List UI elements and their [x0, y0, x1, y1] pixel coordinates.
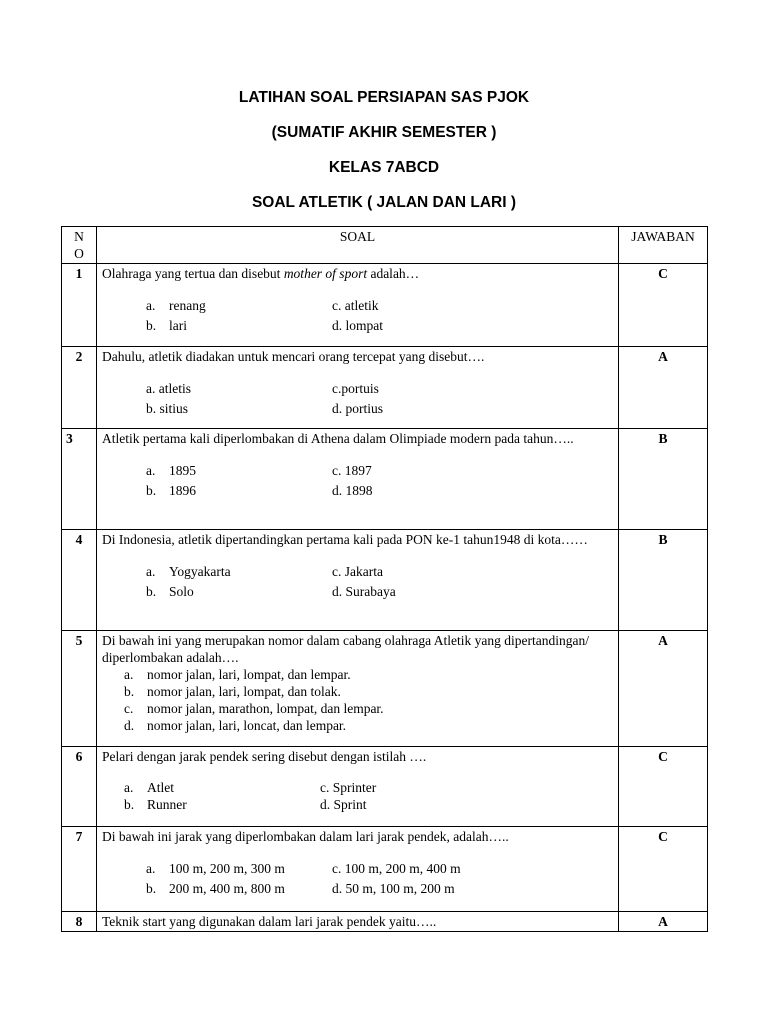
answer-options: a. Yogyakarta c. Jakarta b. Solo d. Surabaya	[146, 562, 613, 602]
table-row	[62, 631, 708, 747]
answer-key: B	[619, 429, 708, 530]
question-cell	[97, 530, 619, 631]
question-text: Pelari dengan jarak pendek sering disebut dengan istilah ….	[102, 749, 427, 764]
answer-options	[146, 379, 613, 419]
option-text: Solo	[169, 584, 194, 599]
answer-options: a. 1895 c. 1897 b. 1896 d. 1898	[146, 461, 613, 501]
table-header-row	[62, 227, 708, 264]
question-number: 8	[62, 912, 97, 932]
option-text: nomor jalan, marathon, lompat, dan lempar.	[147, 701, 384, 716]
answer-options: a. 100 m, 200 m, 300 m c. 100 m, 200 m, 400 m b. 200 m, 400 m, 800 m d. 50 m, 100 m, 200 m	[146, 859, 613, 899]
title-line-4: SOAL ATLETIK ( JALAN DAN LARI )	[251, 194, 517, 211]
option-text: nomor jalan, lari, lompat, dan tolak.	[147, 684, 341, 699]
option-text: nomor jalan, lari, loncat, dan lempar.	[147, 718, 347, 733]
question-cell	[97, 264, 619, 347]
option-text: nomor jalan, lari, lompat, dan lempar.	[147, 667, 351, 682]
table-row	[62, 912, 708, 932]
option-text: c. 100 m, 200 m, 400 m	[332, 861, 461, 876]
question-cell	[97, 827, 619, 912]
header-soal: SOAL	[97, 227, 619, 264]
answer-key: A	[619, 912, 708, 932]
table-row	[62, 747, 708, 827]
table-row	[62, 347, 708, 429]
option-text: c. Jakarta	[332, 564, 383, 579]
answer-key: A	[619, 347, 708, 429]
question-text: Olahraga yang tertua dan disebut mother of sport adalah…	[102, 266, 420, 281]
table-row	[62, 530, 708, 631]
question-number: 3	[62, 429, 97, 530]
question-cell	[97, 429, 619, 530]
option-text: lari	[169, 318, 187, 333]
question-text: Dahulu, atletik diadakan untuk mencari orang tercepat yang disebut….	[102, 349, 485, 364]
option-text: 1896	[169, 483, 196, 498]
answer-options: a. renang c. atletik b. lari d. lompat	[146, 296, 613, 336]
option-text: c. 1897	[332, 463, 372, 478]
option-text: Runner	[147, 797, 187, 812]
question-table	[61, 226, 708, 932]
answer-key: C	[619, 747, 708, 827]
header-jawaban: JAWABAN	[619, 227, 708, 264]
question-text: Di bawah ini jarak yang diperlombakan dalam lari jarak pendek, adalah…..	[102, 829, 509, 844]
option-text: d. Sprint	[320, 797, 367, 812]
option-text: d. portius	[332, 401, 384, 416]
question-text: Teknik start yang digunakan dalam lari jarak pendek yaitu…..	[102, 914, 437, 929]
option-text: Atlet	[147, 780, 174, 795]
question-number: 1	[62, 264, 97, 347]
option-text: 100 m, 200 m, 300 m	[169, 861, 285, 876]
question-cell	[97, 912, 619, 932]
question-text: Atletik pertama kali diperlombakan di Athena dalam Olimpiade modern pada tahun…..	[102, 431, 574, 446]
option-text: Yogyakarta	[169, 564, 231, 579]
answer-key: C	[619, 827, 708, 912]
option-text: 200 m, 400 m, 800 m	[169, 881, 285, 896]
question-number: 4	[62, 530, 97, 631]
option-text: d. Surabaya	[332, 584, 396, 599]
question-number: 2	[62, 347, 97, 429]
option-text: renang	[169, 298, 206, 313]
option-text: c. Sprinter	[320, 780, 377, 795]
table-row	[62, 827, 708, 912]
question-number: 5	[62, 631, 97, 747]
option-text: c.portuis	[332, 381, 379, 396]
question-number: 6	[62, 747, 97, 827]
option-text: d.	[332, 318, 343, 333]
answer-key: C	[619, 264, 708, 347]
question-cell	[97, 747, 619, 827]
option-text: d. 1898	[332, 483, 373, 498]
answer-options: a. nomor jalan, lari, lompat, dan lempar. b. nomor jalan, lari, lompat, dan tolak. c. nomor jalan, marathon, lompat, dan lempar. d. nomor jalan, lari, loncat, dan lempar.	[124, 667, 384, 733]
title-line-3: KELAS 7ABCD	[328, 159, 440, 176]
option-text: c.	[332, 298, 342, 313]
option-text: a. atletis	[146, 381, 191, 396]
question-text: Di bawah ini yang merupakan nomor dalam cabang olahraga Atletik yang dipertandingan/ diperlombakan adalah….	[102, 633, 589, 665]
table-row	[62, 264, 708, 347]
question-text: Di Indonesia, atletik dipertandingkan pertama kali pada PON ke-1 tahun1948 di kota……	[102, 532, 588, 547]
option-text: 1895	[169, 463, 196, 478]
answer-key: B	[619, 530, 708, 631]
header-no: N O	[62, 227, 97, 264]
title-line-1: LATIHAN SOAL PERSIAPAN SAS PJOK	[238, 89, 530, 106]
answer-key: A	[619, 631, 708, 747]
question-cell	[97, 347, 619, 429]
question-cell	[97, 631, 619, 747]
option-text: b. sitius	[146, 401, 189, 416]
option-text: d. 50 m, 100 m, 200 m	[332, 881, 455, 896]
title-line-2: (SUMATIF AKHIR SEMESTER )	[271, 124, 497, 141]
table-row	[62, 429, 708, 530]
question-number: 7	[62, 827, 97, 912]
answer-options: a. Atlet c. Sprinter b. Runner d. Sprint	[124, 780, 377, 812]
